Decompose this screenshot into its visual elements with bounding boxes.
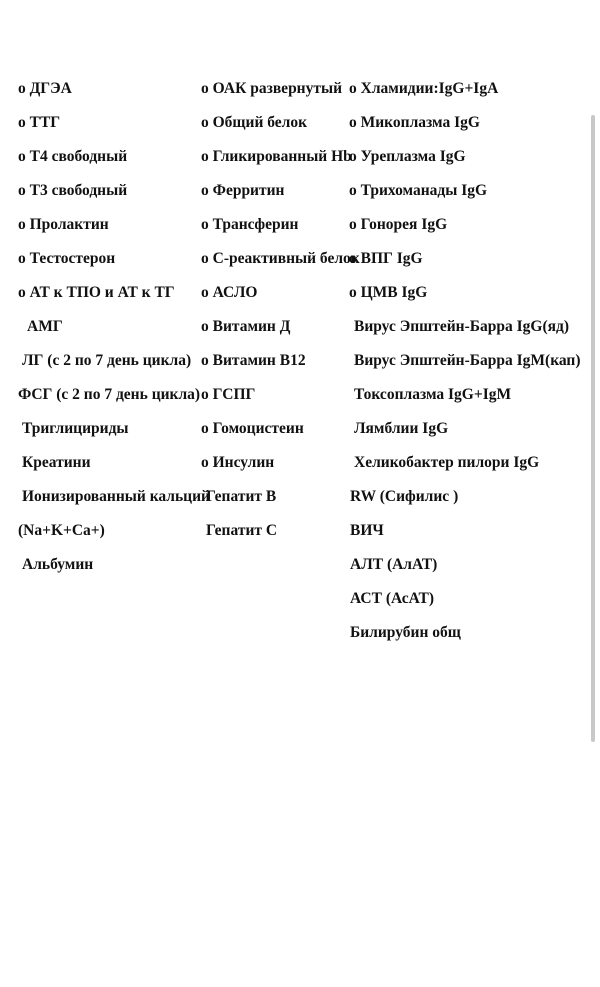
list-item: (Na+K+Ca+): [18, 522, 105, 539]
list-item: o Уреплазма IgG: [349, 148, 466, 165]
list-item: АМГ: [27, 318, 63, 335]
list-item: o Микоплазма IgG: [349, 114, 480, 131]
list-item: o Тестостерон: [18, 250, 116, 267]
list-item: Вирус Эпштейн-Барра IgM(кап): [354, 352, 581, 369]
list-item: Ионизированный кальций: [22, 488, 210, 505]
list-item: o Общий белок: [201, 114, 308, 131]
list-item: Хеликобактер пилори IgG: [354, 454, 540, 471]
list-item: Вирус Эпштейн-Барра IgG(яд): [354, 318, 570, 335]
list-item: o АТ к ТПО и АТ к ТГ: [18, 284, 175, 301]
list-item: o Т3 свободный: [18, 182, 128, 199]
list-item: Креатини: [22, 454, 91, 471]
list-item: ФСГ (с 2 по 7 день цикла): [18, 386, 201, 403]
list-item: o С-реактивный белок: [201, 250, 360, 267]
list-item: Гепатит С: [206, 522, 278, 539]
list-item: RW (Сифилис ): [350, 488, 459, 505]
list-item: o ЦМВ IgG: [349, 284, 428, 301]
list-item: o ВПГ IgG: [349, 250, 423, 267]
list-item: o АСЛО: [201, 284, 258, 301]
list-item: o Т4 свободный: [18, 148, 128, 165]
list-item: o ГСПГ: [201, 386, 256, 403]
list-item: Токсоплазма IgG+IgM: [354, 386, 512, 403]
list-item: o Ферритин: [201, 182, 285, 199]
vertical-scrollbar[interactable]: [591, 115, 595, 742]
list-item: Альбумин: [22, 556, 94, 573]
list-item: ВИЧ: [350, 522, 384, 539]
list-item: ЛГ (с 2 по 7 день цикла): [22, 352, 192, 369]
list-item: Гепатит В: [206, 488, 277, 505]
list-item: o Инсулин: [201, 454, 275, 471]
list-item: o ОАК развернутый: [201, 80, 343, 97]
list-item: o Гонорея IgG: [349, 216, 448, 233]
list-item: o Витамин Д: [201, 318, 291, 335]
list-item: АЛТ (АлАТ): [350, 556, 438, 573]
list-item: o Гомоцистеин: [201, 420, 304, 437]
list-item: o Гликированный Hb: [201, 148, 352, 165]
list-item: Билирубин общ: [350, 624, 461, 641]
list-item: АСТ (АсАТ): [350, 590, 435, 607]
list-item: o ТТГ: [18, 114, 61, 131]
list-item: o Трихоманады IgG: [349, 182, 488, 199]
list-item: o Пролактин: [18, 216, 109, 233]
list-item: o Витамин В12: [201, 352, 306, 369]
list-item: o Хламидии:IgG+IgA: [349, 80, 499, 97]
list-item: Лямблии IgG: [354, 420, 449, 437]
list-item: o ДГЭА: [18, 80, 72, 97]
list-item: Триглицириды: [22, 420, 129, 437]
list-item: o Трансферин: [201, 216, 299, 233]
